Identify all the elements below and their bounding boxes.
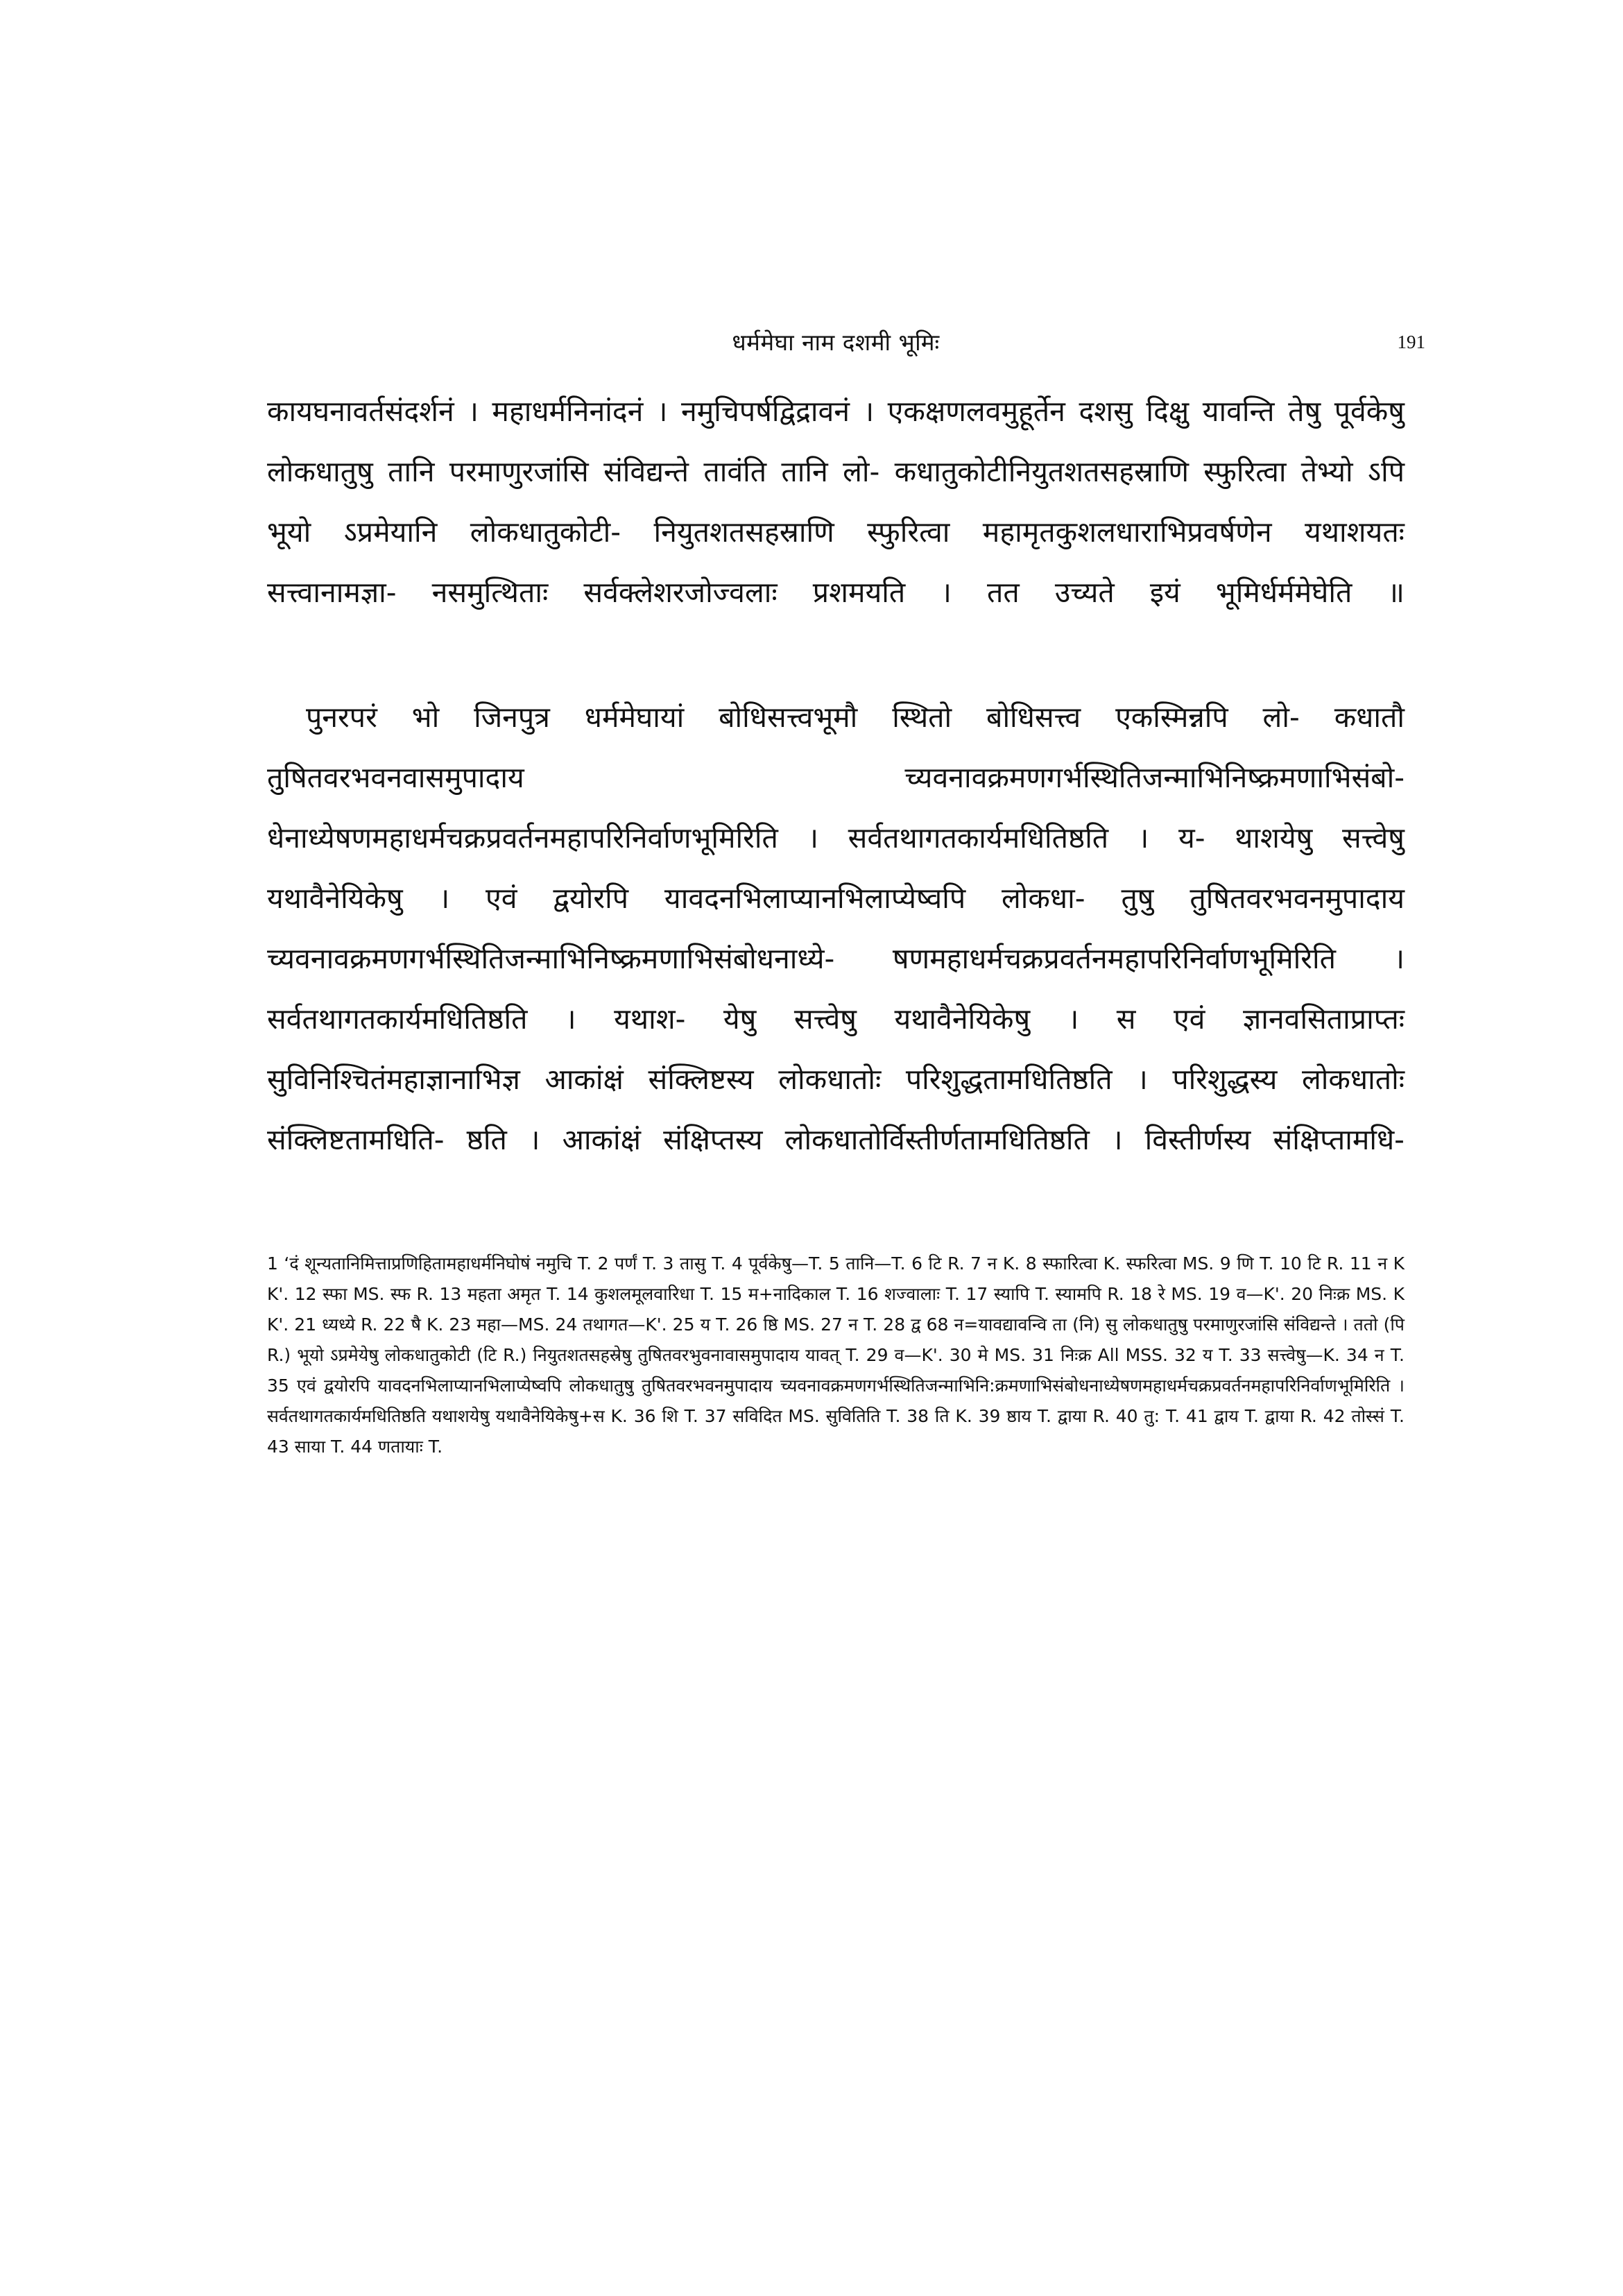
running-head: धर्ममेघा नाम दशमी भूमिः: [732, 329, 940, 356]
footnote-text: 1 ‘दं शून्यतानिमित्ताप्रणिहितामहाधर्मनिघोषं नमुचि T. 2 पर्णं T. 3 तासु T. 4 पूर्वकेषु—T. 5 तानि—T. 6 टि R. 7 न K. 8 स्फारित्वा K. स्फरित्वा MS. 9 णि T. 10 टि R. 11 न K K'. 12 स्फा MS. स्फ R. 13 महता अमृत T. 14 कुशलमूलवारिधा T. 15 म+नादिकाल T. 16 शज्वालाः T. 17 स्यापि T. स्यामपि R. 18 रे MS. 19 व—K'. 20 निःक्र MS. K K'. 21 ध्यध्ये R. 22 षै K. 23 महा—MS. 24 तथागत—K'. 25 य T. 26 ष्ठि MS. 27 न T. 28 द्व 68 न=यावद्यावन्वि ता (नि) सु लोकधातुषु परमाणुरजांसि संविद्यन्ते । ततो (पि R.) भूयो ऽप्रमेयेषु लोकधातुकोटी (टि R.) नियुतशतसहस्रेषु तुषितवरभुवनावासमुपादाय यावत् T. 29 व—K'. 30 मे MS. 31 निःक्र All MSS. 32 य T. 33 सत्त्वेषु—K. 34 न T. 35 एवं द्वयोरपि यावदनभिलाप्यानभिलाप्येष्वपि लोकधातुषु तुषितवरभवनमुपादाय च्यवनावक्रमणगर्भस्थितिजन्माभिनि:क्रमणाभिसंबोधनाध्येषणमहाधर्मचक्रप्रवर्तनमहापरिनिर्वाणभूमिरिति । सर्वतथागतकार्यमधितिष्ठति यथाशयेषु यथावैनेयिकेषु+स K. 36 शि T. 37 सविदित MS. सुवितिति T. 38 ति K. 39 ष्ठाय T. द्वाया R. 40 तु: T. 41 द्वाय T. द्वाया R. 42 तोस्सं T. 43 साया T. 44 णतायाः T.: [267, 1253, 1405, 1457]
text-line: नसमुत्थिताः सर्वक्लेशरजोज्वलाः प्रशमयति । तत उच्यते इयं भूमिर्धर्ममेघेति ॥: [431, 576, 1405, 609]
page-number: 191: [1397, 332, 1425, 352]
body-text: [267, 382, 1405, 1231]
text-line: कधातौ तुषितवरभवनवासमुपादाय च्यवनावक्रमणगर्भस्थितिजन्माभिनिष्क्रमणाभिसंबो-: [267, 701, 1405, 794]
paragraph-2: [267, 687, 1405, 1231]
text-line: धेनाध्येषणमहाधर्मचक्रप्रवर्तनमहापरिनिर्वाणभूमिरिति । सर्वतथागतकार्यमधितिष्ठति । य-: [267, 821, 1205, 855]
text-line: थाशयेषु सत्त्वेषु यथावैनेयिकेषु । एवं द्वयोरपि यावदनभिलाप्यानभिलाप्येष्वपि लोकधा-: [267, 821, 1405, 915]
text-line: ष्ठति । आकांक्षं संक्षिप्तस्य लोकधातोर्विस्तीर्णतामधितिष्ठति । विस्तीर्णस्य संक्षिप्तामधि-: [466, 1123, 1405, 1156]
text-line: कायघनावर्तसंदर्शनं । महाधर्मनिनांदनं । नमुचिपर्षद्विद्रावनं । एकक्षणलवमुहूर्तेन दशसु: [267, 395, 1133, 428]
text-line: संक्लिष्टस्य लोकधातोः परिशुद्धतामधितिष्ठति । परिशुद्धस्य लोकधातोः संक्लिष्टतामधिति-: [267, 1063, 1405, 1156]
text-line: दिक्षु यावन्ति तेषु पूर्वकेषु लोकधातुषु तानि परमाणुरजांसि संविद्यन्ते तावंति तानि लो-: [267, 395, 1405, 488]
text-line: तुषु तुषितवरभवनमुपादाय च्यवनावक्रमणगर्भस्थितिजन्माभिनिष्क्रमणाभिसंबोधनाध्ये-: [267, 882, 1405, 975]
text-line: षणमहाधर्मचक्रप्रवर्तनमहापरिनिर्वाणभूमिरिति । सर्वतथागतकार्यमधितिष्ठति । यथाश-: [267, 942, 1405, 1036]
paragraph-1: [267, 382, 1405, 683]
text-line: नियुतशतसहस्राणि स्फुरित्वा महामृतकुशलधाराभिप्रवर्षणेन यथाशयतः सत्त्वानामज्ञा-: [267, 515, 1405, 609]
page-header: [267, 326, 1425, 368]
text-line: कधातुकोटीनियुतशतसहस्राणि स्फुरित्वा तेभ्यो ऽपि भूयो ऽप्रमेयानि लोकधातुकोटी-: [267, 455, 1405, 549]
footnote-apparatus: [267, 1249, 1405, 1462]
text-line: पुनरपरं भो जिनपुत्र धर्ममेघायां बोधिसत्त्वभूमौ स्थितो बोधिसत्त्व एकस्मिन्नपि लो-: [306, 701, 1300, 734]
text-line: येषु सत्त्वेषु यथावैनेयिकेषु । स एवं ज्ञानवसिताप्राप्तः सुविनिश्चितंमहाज्ञानाभिज्ञ आकांक्षं: [267, 1002, 1405, 1096]
page-content: [267, 326, 1425, 1462]
